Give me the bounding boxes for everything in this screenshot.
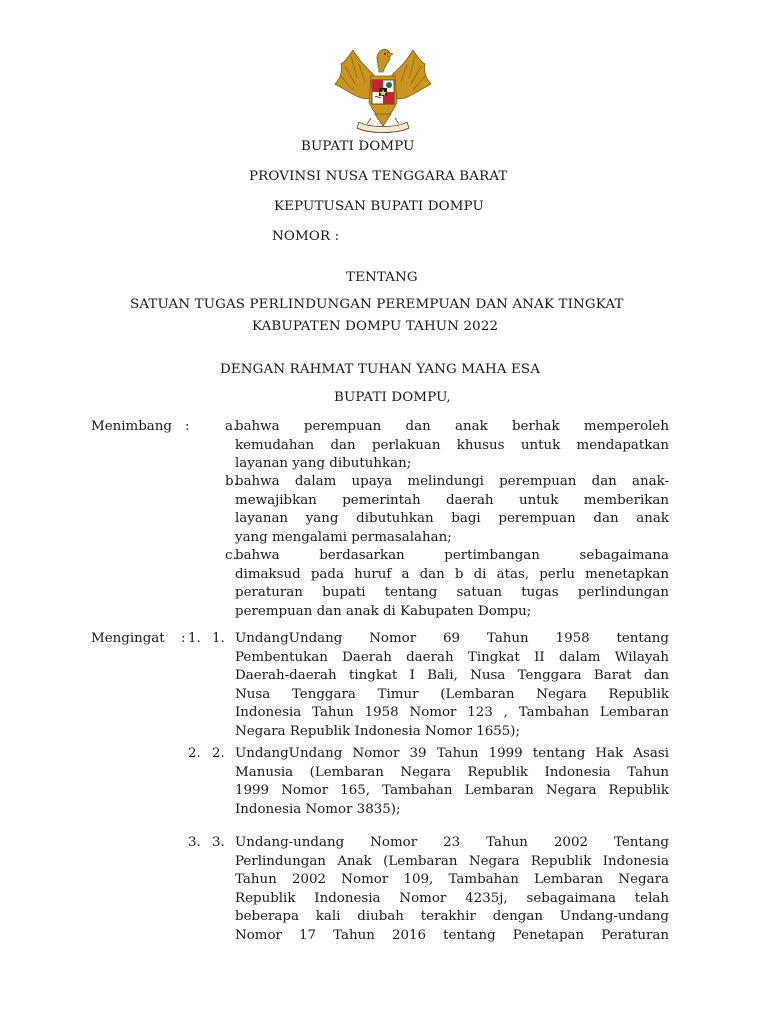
text-line: perempuan dan anak di Kabupaten Dompu; [235, 603, 532, 619]
mengingat-subnumber-1: 1. [212, 631, 225, 646]
text-line: Daerah-daerah tingkat I Bali, Nusa Tenggara Barat dan [235, 668, 669, 684]
text-line: mewajibkan pemerintah daerah untuk memberikan [235, 492, 669, 508]
text-line: Pembentukan Daerah daerah Tingkat II dalam Wilayah [235, 649, 669, 665]
mengingat-item-3 [235, 834, 669, 946]
mengingat-number-2: 2. [188, 746, 201, 761]
text-line: bahwa perempuan dan anak berhak memperoleh [235, 419, 669, 434]
regent-title: BUPATI DOMPU [301, 139, 415, 154]
mengingat-label: Mengingat [91, 631, 165, 646]
mengingat-number-1: 1. [188, 631, 201, 646]
text-line: Undang-undang Nomor 23 Tahun 2002 Tentang [235, 835, 669, 850]
menimbang-marker-b: b. [225, 474, 238, 489]
text-line: Tahun 2002 Nomor 109, Tambahan Lembaran Negara [235, 872, 669, 888]
text-line: Negara Republik Indonesia Nomor 1655); [235, 723, 521, 739]
menimbang-colon: : [185, 419, 190, 434]
text-line: UndangUndang Nomor 69 Tahun 1958 tentang [235, 631, 669, 646]
regent-signoff-title: BUPATI DOMPU, [334, 390, 451, 405]
tentang-label: TENTANG [346, 270, 418, 285]
menimbang-item-a [235, 418, 669, 474]
text-line: Republik Indonesia Nomor 4235j, sebagaimana telah [235, 890, 669, 906]
subject-line-1: SATUAN TUGAS PERLINDUNGAN PEREMPUAN DAN ANAK TINGKAT [130, 297, 624, 312]
mengingat-item-2 [235, 745, 669, 819]
garuda-pancasila-emblem [331, 42, 435, 134]
text-line: yang mengalami permasalahan; [235, 529, 452, 545]
text-line: Manusia (Lembaran Negara Republik Indonesia Tahun [235, 764, 669, 780]
mengingat-colon: : [181, 631, 186, 646]
text-line: layanan yang dibutuhkan; [235, 456, 412, 472]
text-line: dimaksud pada huruf a dan b di atas, perlu menetapkan [235, 566, 669, 582]
menimbang-label: Menimbang [91, 419, 172, 434]
text-line: Indonesia Nomor 3835); [235, 801, 401, 817]
blessing-line: DENGAN RAHMAT TUHAN YANG MAHA ESA [220, 362, 541, 377]
menimbang-marker-c: c. [225, 548, 237, 563]
mengingat-item-1 [235, 630, 669, 742]
mengingat-subnumber-3: 3. [212, 835, 225, 850]
decree-number-label: NOMOR : [272, 229, 340, 244]
text-line: UndangUndang Nomor 39 Tahun 1999 tentang Hak Asasi [235, 746, 669, 761]
menimbang-marker-a: a. [225, 419, 238, 434]
text-line: layanan yang dibutuhkan bagi perempuan dan anak [235, 511, 669, 527]
mengingat-subnumber-2: 2. [212, 746, 225, 761]
text-line: Nusa Tenggara Timur (Lembaran Negara Republik [235, 686, 669, 702]
decree-title: KEPUTUSAN BUPATI DOMPU [274, 199, 484, 214]
text-line: Perlindungan Anak (Lembaran Negara Republik Indonesia [235, 853, 669, 869]
mengingat-number-3: 3. [188, 835, 201, 850]
text-line: beberapa kali diubah terakhir dengan Undang-undang [235, 909, 669, 925]
text-line: Nomor 17 Tahun 2016 tentang Penetapan Peraturan [235, 927, 669, 943]
menimbang-item-b [235, 473, 669, 547]
text-line: 1999 Nomor 165, Tambahan Lembaran Negara Republik [235, 783, 669, 799]
text-line: bahwa dalam upaya melindungi perempuan dan anak- [235, 474, 669, 489]
text-line: bahwa berdasarkan pertimbangan sebagaimana [235, 548, 669, 563]
menimbang-item-c [235, 547, 669, 621]
text-line: Indonesia Tahun 1958 Nomor 123 , Tambahan Lembaran [235, 705, 669, 721]
text-line: peraturan bupati tentang satuan tugas perlindungan [235, 585, 669, 601]
province-title: PROVINSI NUSA TENGGARA BARAT [249, 169, 508, 184]
subject-line-2: KABUPATEN DOMPU TAHUN 2022 [252, 319, 499, 334]
text-line: kemudahan dan perlakuan khusus untuk mendapatkan [235, 437, 669, 453]
